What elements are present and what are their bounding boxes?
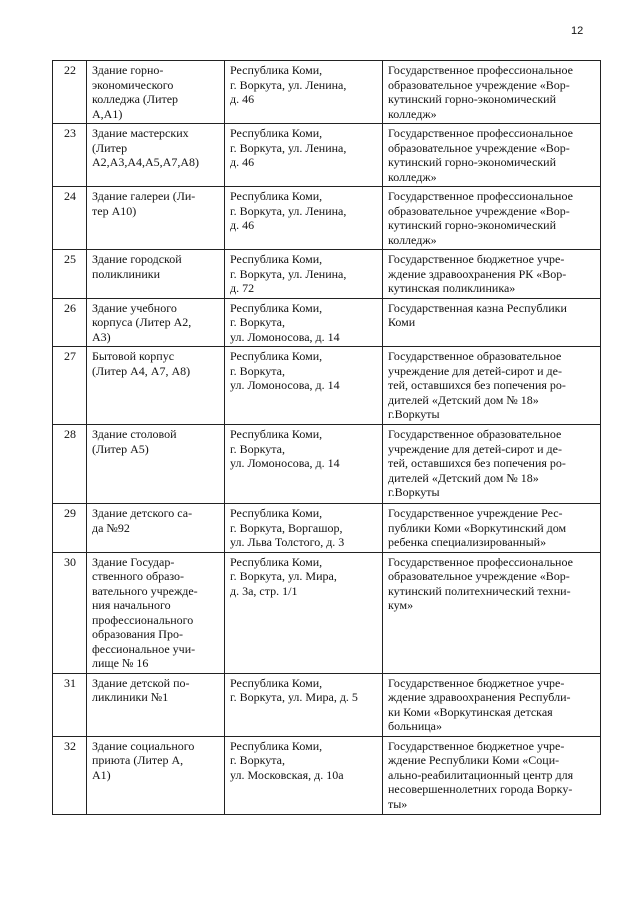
table-row bbox=[53, 425, 601, 504]
address-line: ул. Ломоносова, д. 14 bbox=[230, 329, 340, 344]
object-name-cell bbox=[87, 250, 225, 299]
address-cell bbox=[225, 124, 383, 187]
object-name-line: да №92 bbox=[92, 520, 130, 535]
row-number: 28 bbox=[53, 425, 87, 504]
owner-line: образовательное учреждение «Вор- bbox=[388, 140, 570, 155]
table-row bbox=[53, 736, 601, 814]
object-name-line: Здание галереи (Ли- bbox=[92, 189, 196, 203]
row-number: 22 bbox=[53, 61, 87, 124]
object-name-line: Здание горно- bbox=[92, 63, 164, 77]
address-line: Республика Коми, bbox=[230, 252, 323, 266]
object-name-line: А,А1) bbox=[92, 106, 123, 121]
object-name-cell bbox=[87, 552, 225, 673]
address-line: г. Воркута, bbox=[230, 315, 285, 329]
owner-cell bbox=[383, 347, 601, 425]
object-name-line: А1) bbox=[92, 767, 111, 782]
owner-line: г.Воркуты bbox=[388, 407, 440, 421]
owner-line: дителей «Детский дом № 18» bbox=[388, 470, 539, 485]
object-name-line: Здание мастерских bbox=[92, 126, 189, 140]
owner-line: колледж» bbox=[388, 106, 437, 121]
address-cell bbox=[225, 425, 383, 504]
address-line: Республика Коми, bbox=[230, 189, 323, 203]
object-name-line: ния начального bbox=[92, 598, 171, 612]
address-line: Республика Коми, bbox=[230, 506, 323, 520]
object-name-cell bbox=[87, 61, 225, 124]
row-number: 30 bbox=[53, 552, 87, 673]
owner-cell bbox=[383, 504, 601, 553]
owner-line: Государственное образовательное bbox=[388, 427, 562, 441]
row-number: 29 bbox=[53, 504, 87, 553]
owner-line: ребенка специализированный» bbox=[388, 535, 547, 549]
object-name-cell bbox=[87, 347, 225, 425]
row-number: 32 bbox=[53, 736, 87, 814]
address-line: ул. Ломоносова, д. 14 bbox=[230, 378, 340, 392]
owner-line: дителей «Детский дом № 18» bbox=[388, 392, 539, 407]
owner-cell bbox=[383, 673, 601, 736]
address-cell bbox=[225, 552, 383, 673]
object-name-line: профессионального bbox=[92, 612, 194, 627]
address-line: г. Воркута, Воргашор, bbox=[230, 520, 343, 535]
owner-cell bbox=[383, 298, 601, 347]
object-name-cell bbox=[87, 187, 225, 250]
owner-line: ки Коми «Воркутинская детская bbox=[388, 704, 553, 719]
owner-line: Государственное профессиональное bbox=[388, 189, 573, 203]
address-line: Республика Коми, bbox=[230, 427, 323, 441]
object-name-line: корпуса (Литер А2, bbox=[92, 315, 192, 329]
row-number: 24 bbox=[53, 187, 87, 250]
owner-line: ждение здравоохранения РК «Вор- bbox=[388, 266, 567, 281]
address-line: г. Воркута, bbox=[230, 363, 285, 378]
address-line: д. 46 bbox=[230, 92, 255, 106]
owner-line: учреждение для детей-сирот и де- bbox=[388, 363, 562, 378]
owner-line: Государственное бюджетное учре- bbox=[388, 675, 565, 690]
object-name-line: Здание детской по- bbox=[92, 675, 190, 690]
table-row bbox=[53, 504, 601, 553]
address-line: г. Воркута, bbox=[230, 753, 285, 767]
table-row bbox=[53, 61, 601, 124]
owner-cell bbox=[383, 250, 601, 299]
owner-line: кутинский политехнический техни- bbox=[388, 583, 571, 598]
address-line: ул. Льва Толстого, д. 3 bbox=[230, 535, 345, 549]
table-row bbox=[53, 673, 601, 736]
owner-line: колледж» bbox=[388, 232, 437, 247]
row-number: 23 bbox=[53, 124, 87, 187]
address-line: д. 46 bbox=[230, 155, 255, 169]
object-name-line: ственного образо- bbox=[92, 569, 185, 583]
owner-line: тей, оставшихся без попечения ро- bbox=[388, 378, 566, 392]
owner-line: образовательное учреждение «Вор- bbox=[388, 203, 570, 218]
object-name-line: вательного учрежде- bbox=[92, 583, 198, 598]
owner-line: Государственная казна Республики bbox=[388, 300, 567, 315]
object-name-line: (Литер А5) bbox=[92, 441, 149, 456]
object-name-cell bbox=[87, 298, 225, 347]
address-line: Республика Коми, bbox=[230, 675, 323, 690]
address-line: г. Воркута, ул. Ленина, bbox=[230, 203, 347, 218]
owner-line: колледж» bbox=[388, 169, 437, 184]
owner-line: больница» bbox=[388, 719, 442, 733]
table-row bbox=[53, 298, 601, 347]
object-name-line: поликлиники bbox=[92, 266, 161, 281]
row-number: 27 bbox=[53, 347, 87, 425]
object-name-line: Бытовой корпус bbox=[92, 349, 175, 363]
row-number: 31 bbox=[53, 673, 87, 736]
object-name-cell bbox=[87, 425, 225, 504]
owner-cell bbox=[383, 61, 601, 124]
owner-cell bbox=[383, 552, 601, 673]
address-line: д. 46 bbox=[230, 218, 255, 232]
object-name-line: Здание социального bbox=[92, 738, 195, 753]
object-name-line: (Литер bbox=[92, 140, 128, 155]
owner-line: кутинский горно-экономический bbox=[388, 218, 557, 232]
object-name-line: Здание Государ- bbox=[92, 554, 175, 569]
table-row bbox=[53, 347, 601, 425]
object-name-line: фессиональное учи- bbox=[92, 641, 196, 656]
owner-line: ждение здравоохранения Республи- bbox=[388, 690, 571, 704]
address-cell bbox=[225, 504, 383, 553]
address-line: Республика Коми, bbox=[230, 554, 323, 569]
address-cell bbox=[225, 61, 383, 124]
object-name-line: ликлиники №1 bbox=[92, 690, 169, 704]
owner-line: образовательное учреждение «Вор- bbox=[388, 569, 570, 583]
object-name-cell bbox=[87, 124, 225, 187]
owner-cell bbox=[383, 187, 601, 250]
address-line: г. Воркута, ул. Ленина, bbox=[230, 140, 347, 155]
owner-line: Государственное бюджетное учре- bbox=[388, 738, 565, 753]
property-table bbox=[52, 60, 601, 815]
row-number: 25 bbox=[53, 250, 87, 299]
address-line: ул. Ломоносова, д. 14 bbox=[230, 456, 340, 470]
row-number: 26 bbox=[53, 298, 87, 347]
object-name-line: А2,А3,А4,А5,А7,А8) bbox=[92, 155, 199, 169]
object-name-line: (Литер А4, А7, А8) bbox=[92, 363, 191, 378]
owner-line: Государственное профессиональное bbox=[388, 554, 573, 569]
owner-line: Государственное профессиональное bbox=[388, 126, 573, 140]
address-cell bbox=[225, 673, 383, 736]
owner-line: кутинский горно-экономический bbox=[388, 92, 557, 106]
address-line: г. Воркута, ул. Мира, bbox=[230, 569, 337, 583]
object-name-line: лище № 16 bbox=[92, 656, 149, 670]
owner-line: ждение Республики Коми «Соци- bbox=[388, 753, 560, 767]
owner-line: ты» bbox=[388, 796, 408, 811]
table-row bbox=[53, 250, 601, 299]
object-name-line: А3) bbox=[92, 329, 111, 344]
object-name-line: Здание столовой bbox=[92, 427, 177, 441]
address-line: Республика Коми, bbox=[230, 349, 323, 363]
owner-line: несовершеннолетних города Ворку- bbox=[388, 782, 573, 796]
table-row bbox=[53, 187, 601, 250]
address-line: Республика Коми, bbox=[230, 300, 323, 315]
address-cell bbox=[225, 298, 383, 347]
owner-line: кутинский горно-экономический bbox=[388, 155, 557, 169]
page-number: 12 bbox=[571, 25, 584, 37]
owner-line: образовательное учреждение «Вор- bbox=[388, 77, 570, 92]
owner-line: ально-реабилитационный центр для bbox=[388, 767, 574, 782]
owner-line: Государственное образовательное bbox=[388, 349, 562, 363]
owner-cell bbox=[383, 124, 601, 187]
owner-line: учреждение для детей-сирот и де- bbox=[388, 441, 562, 456]
owner-line: публики Коми «Воркутинский дом bbox=[388, 520, 567, 535]
owner-line: тей, оставшихся без попечения ро- bbox=[388, 456, 566, 470]
object-name-line: Здание детского са- bbox=[92, 506, 193, 520]
object-name-line: экономического bbox=[92, 77, 174, 92]
owner-line: кум» bbox=[388, 598, 414, 612]
object-name-cell bbox=[87, 736, 225, 814]
address-line: г. Воркута, ул. Ленина, bbox=[230, 77, 347, 92]
address-line: д. 3а, стр. 1/1 bbox=[230, 583, 298, 598]
object-name-line: Здание городской bbox=[92, 252, 182, 266]
owner-line: Государственное профессиональное bbox=[388, 63, 573, 77]
owner-line: кутинская поликлиника» bbox=[388, 281, 516, 295]
owner-line: Государственное учреждение Рес- bbox=[388, 506, 563, 520]
object-name-cell bbox=[87, 504, 225, 553]
address-cell bbox=[225, 187, 383, 250]
object-name-cell bbox=[87, 673, 225, 736]
object-name-line: образования Про- bbox=[92, 627, 183, 641]
table-body bbox=[53, 61, 601, 815]
address-cell bbox=[225, 347, 383, 425]
owner-line: Коми bbox=[388, 315, 416, 329]
object-name-line: приюта (Литер А, bbox=[92, 753, 184, 767]
address-line: Республика Коми, bbox=[230, 63, 323, 77]
object-name-line: тер А10) bbox=[92, 203, 137, 218]
address-line: д. 72 bbox=[230, 281, 255, 295]
owner-line: г.Воркуты bbox=[388, 485, 440, 499]
address-line: г. Воркута, ул. Ленина, bbox=[230, 266, 347, 281]
table-row bbox=[53, 124, 601, 187]
address-line: Республика Коми, bbox=[230, 738, 323, 753]
address-cell bbox=[225, 250, 383, 299]
owner-cell bbox=[383, 736, 601, 814]
table-row bbox=[53, 552, 601, 673]
owner-cell bbox=[383, 425, 601, 504]
address-line: г. Воркута, bbox=[230, 441, 285, 456]
object-name-line: Здание учебного bbox=[92, 300, 177, 315]
address-line: г. Воркута, ул. Мира, д. 5 bbox=[230, 690, 358, 704]
object-name-line: колледжа (Литер bbox=[92, 92, 179, 106]
address-line: Республика Коми, bbox=[230, 126, 323, 140]
address-cell bbox=[225, 736, 383, 814]
owner-line: Государственное бюджетное учре- bbox=[388, 252, 565, 266]
address-line: ул. Московская, д. 10а bbox=[230, 767, 344, 782]
